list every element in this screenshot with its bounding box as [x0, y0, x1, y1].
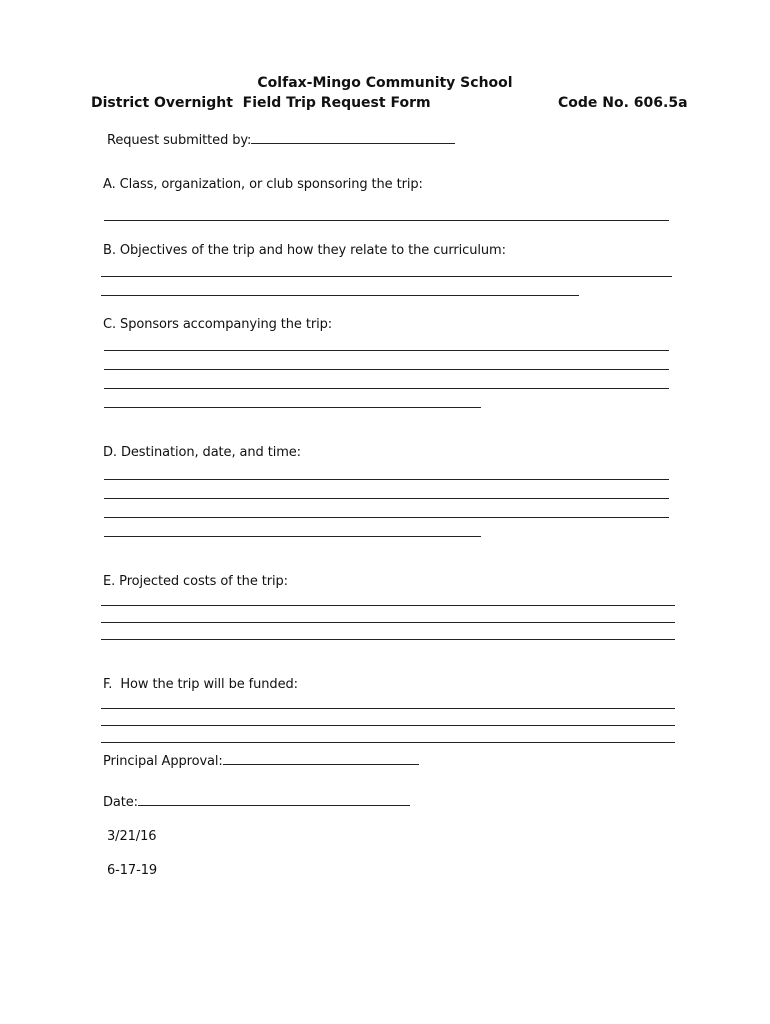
section-c-line[interactable] [104, 369, 669, 370]
request-submitted-by-field[interactable] [251, 131, 455, 144]
principal-approval-row [103, 752, 419, 769]
section-d-line[interactable] [104, 479, 669, 480]
section-e-line[interactable] [101, 639, 675, 640]
revision-date: 6-17-19 [107, 863, 158, 878]
section-e-label: E. Projected costs of the trip: [103, 574, 288, 589]
section-b-label: B. Objectives of the trip and how they relate to the curriculum: [103, 243, 506, 258]
section-d-line[interactable] [104, 498, 669, 499]
date-row [103, 793, 410, 810]
date-label: Date: [103, 795, 138, 810]
form-title: District Overnight Field Trip Request Form [91, 95, 431, 111]
section-e-line[interactable] [101, 622, 675, 623]
section-f-line[interactable] [101, 742, 675, 743]
section-f-line[interactable] [101, 708, 675, 709]
principal-approval-field[interactable] [223, 752, 419, 765]
section-f-label: F. How the trip will be funded: [103, 677, 298, 692]
school-name: Colfax-Mingo Community School [257, 75, 513, 91]
section-c-line[interactable] [104, 407, 481, 408]
section-b-line[interactable] [101, 276, 672, 277]
date-field[interactable] [138, 793, 410, 806]
request-submitted-by-row [107, 131, 455, 148]
section-f-line[interactable] [101, 725, 675, 726]
section-d-line[interactable] [104, 517, 669, 518]
revision-date: 3/21/16 [107, 829, 157, 844]
code-number: Code No. 606.5a [558, 95, 688, 111]
section-c-line[interactable] [104, 350, 669, 351]
section-a-label: A. Class, organization, or club sponsoring the trip: [103, 177, 423, 192]
section-e-line[interactable] [101, 605, 675, 606]
section-c-line[interactable] [104, 388, 669, 389]
section-d-line[interactable] [104, 536, 481, 537]
principal-approval-label: Principal Approval: [103, 754, 223, 769]
section-b-line[interactable] [101, 295, 579, 296]
section-d-label: D. Destination, date, and time: [103, 445, 301, 460]
section-c-label: C. Sponsors accompanying the trip: [103, 317, 333, 332]
request-submitted-by-label: Request submitted by: [107, 133, 252, 148]
section-a-line[interactable] [104, 220, 669, 221]
